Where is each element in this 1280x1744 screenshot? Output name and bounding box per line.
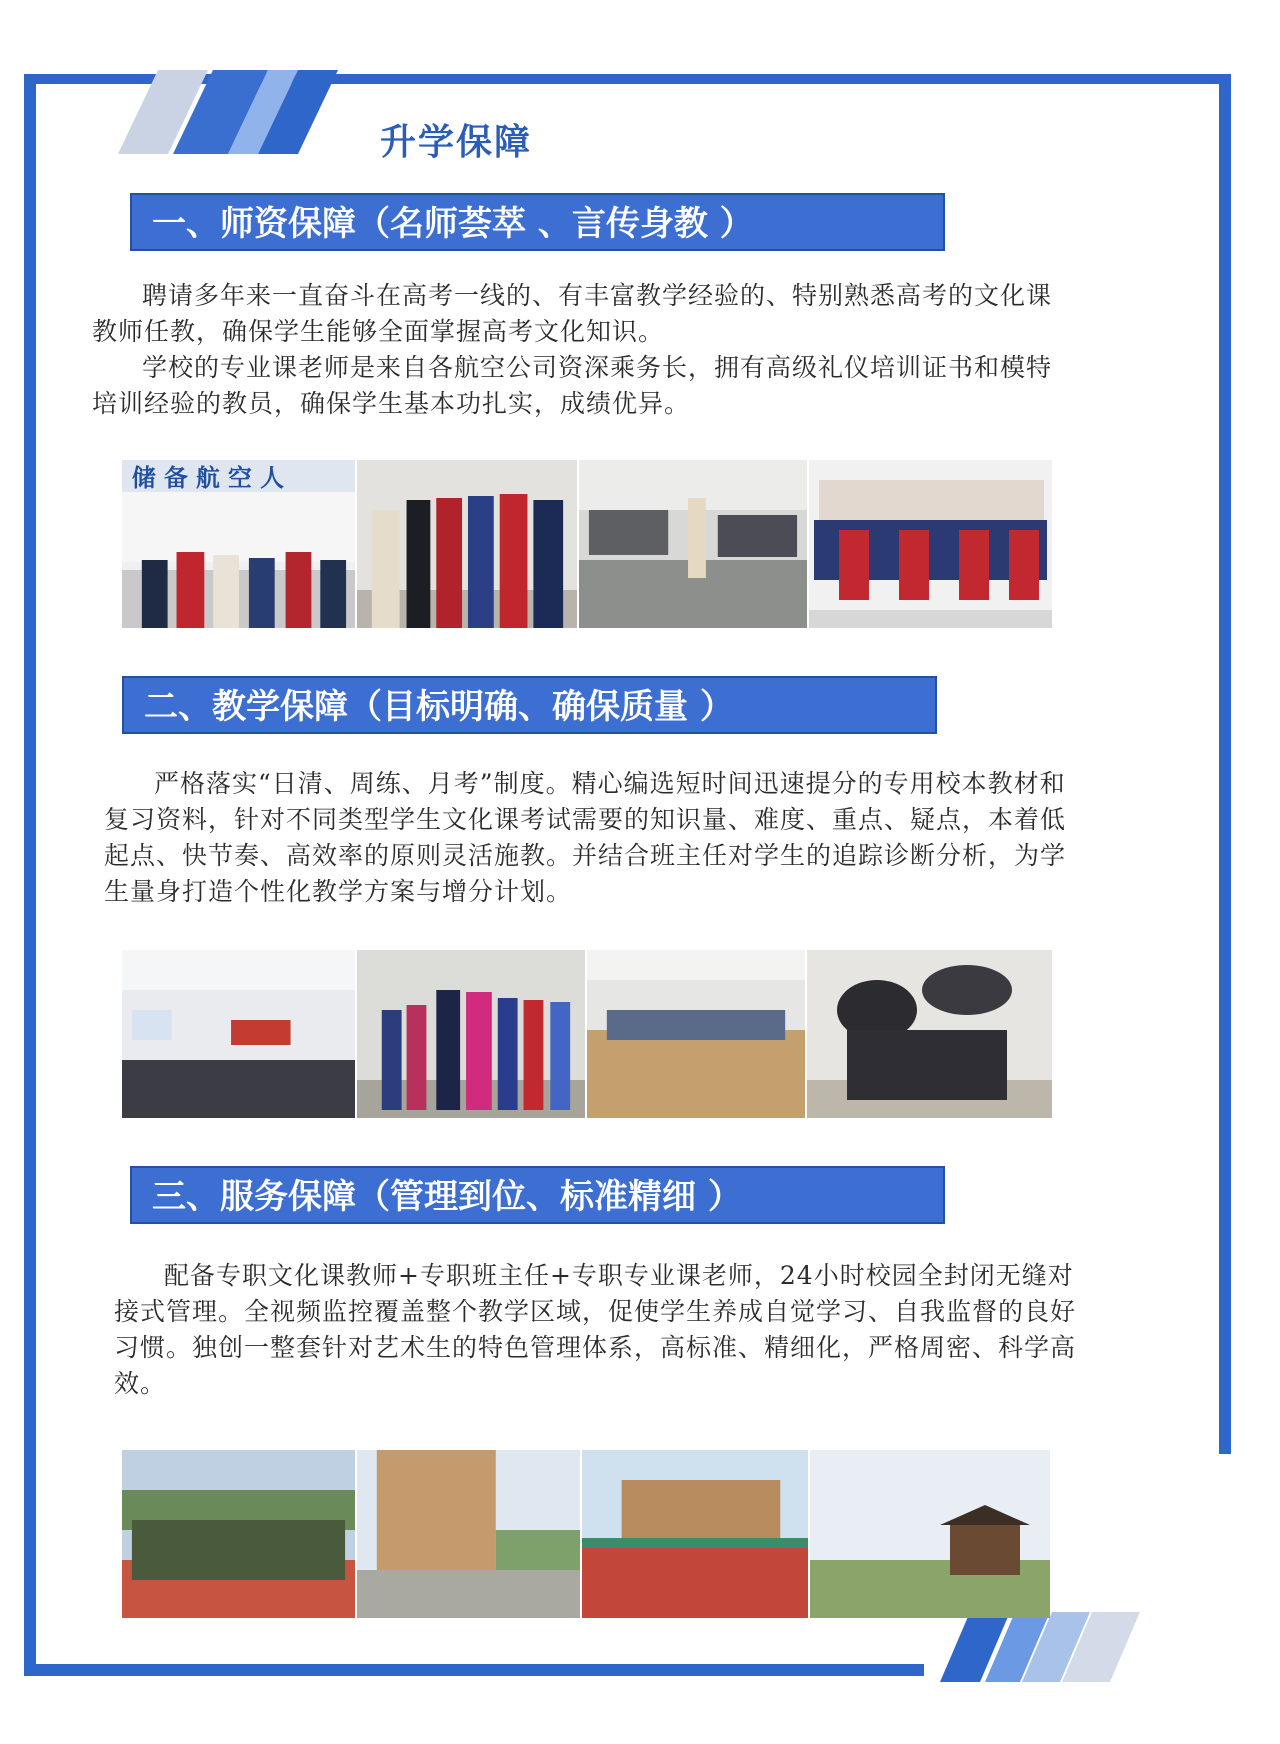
campus-building-photo (357, 1450, 582, 1618)
section-faculty-paragraph-2: 学校的专业课老师是来自各航空公司资深乘务长，拥有高级礼仪培训证书和模特培训经验的教员，确保学生基本功扎实，成绩优异。 (92, 353, 1053, 418)
running-track-photo (582, 1450, 810, 1618)
faculty-photo-strip (122, 460, 1052, 628)
study-room-photo (587, 950, 807, 1118)
dance-performance-photo (807, 950, 1052, 1118)
bottom-stripe-decoration (940, 1612, 1140, 1682)
page-title: 升学保障 (380, 122, 533, 163)
frame-left-border (24, 74, 36, 1674)
military-training-photo (122, 1450, 357, 1618)
etiquette-training-hall-photo (579, 460, 809, 628)
section-heading-teaching: 二、教学保障（目标明确、确保质量 ） (122, 676, 937, 734)
section-heading-service: 三、服务保障（管理到位、标准精细 ） (130, 1166, 945, 1224)
teaching-photo-strip (122, 950, 1052, 1118)
classroom-training-photo (122, 460, 357, 628)
lecture-hall-photo (122, 950, 357, 1118)
section-heading-faculty: 一、师资保障（名师荟萃 、言传身教 ） (130, 193, 945, 251)
section-teaching-paragraph: 严格落实“日清、周练、月考”制度。精心编选短时间迅速提分的专用校本教材和复习资料，针对不同类型学生文化课考试需要的知识量、难度、重点、疑点，本着低起点、快节奏、高效率的原则灵活施教。并结合班主任对学生的追踪诊断分析，为学生量身打造个性化教学方案与增分计划。 (104, 769, 1067, 906)
frame-bottom-border (24, 1664, 924, 1676)
section-faculty-paragraph-1: 聘请多年来一直奋斗在高考一线的、有丰富教学经验的、特别熟悉高考的文化课教师任教，确保学生能够全面掌握高考文化知识。 (92, 281, 1053, 346)
frame-right-border (1219, 74, 1231, 1454)
section-service-paragraph: 配备专职文化课教师+专职班主任+专职专业课老师，24小时校园全封闭无缝对接式管理。全视频监控覆盖整个教学区域，促使学生养成自觉学习、自我监督的良好习惯。独创一整套针对艺术生的特色管理体系，高标准、精细化，严格周密、科学高效。 (114, 1261, 1077, 1398)
top-stripe-decoration (118, 70, 338, 154)
service-photo-strip (122, 1450, 1050, 1618)
uniform-lineup-photo (357, 950, 587, 1118)
garden-pavilion-photo (810, 1450, 1050, 1618)
group-photo-students (809, 460, 1052, 628)
flight-attendant-uniform-photo (357, 460, 579, 628)
classroom-sign-text: 储 备 航 空 人 (131, 463, 284, 493)
